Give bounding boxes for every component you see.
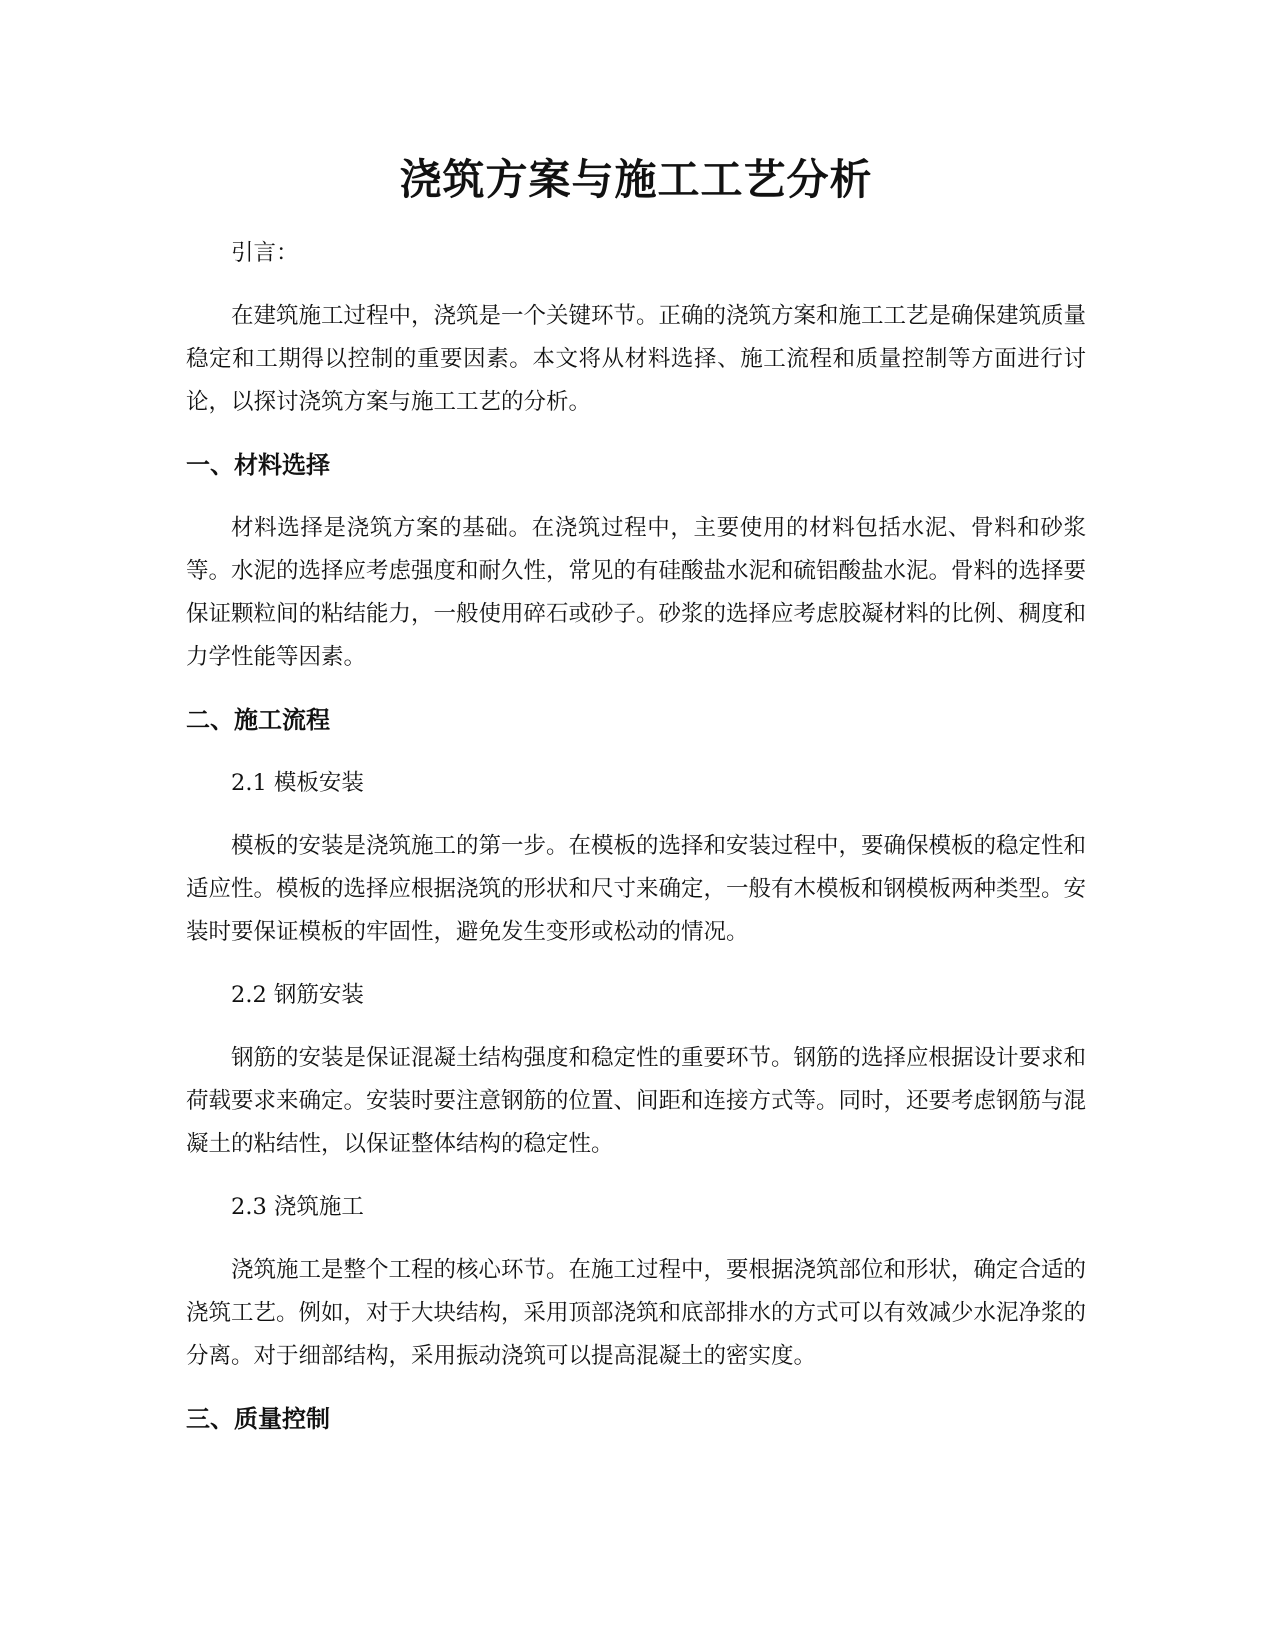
subsection-title-rebar: 2.2 钢筋安装 [231, 982, 364, 1008]
subsection-title-pouring: 2.3 浇筑施工 [231, 1194, 364, 1220]
document-title: 浇筑方案与施工工艺分析 [399, 155, 873, 204]
rebar-paragraph: 钢筋的安装是保证混凝土结构强度和稳定性的重要环节。钢筋的选择应根据设计要求和荷载要求来确定。安装时要注意钢筋的位置、间距和连接方式等。同时，还要考虑钢筋与混凝土的粘结性，以保证整体结构的稳定性。 [186, 1045, 1087, 1157]
intro-label: 引言： [231, 240, 299, 266]
pouring-paragraph: 浇筑施工是整个工程的核心环节。在施工过程中，要根据浇筑部位和形状，确定合适的浇筑工艺。例如，对于大块结构，采用顶部浇筑和底部排水的方式可以有效减少水泥净浆的分离。对于细部结构，采用振动浇筑可以提高混凝土的密实度。 [186, 1257, 1087, 1369]
document-body [186, 150, 1086, 1461]
formwork-paragraph: 模板的安装是浇筑施工的第一步。在模板的选择和安装过程中，要确保模板的稳定性和适应性。模板的选择应根据浇筑的形状和尺寸来确定，一般有木模板和钢模板两种类型。安装时要保证模板的牢固性，避免发生变形或松动的情况。 [186, 833, 1087, 945]
section-heading-materials: 一、材料选择 [186, 451, 330, 479]
section-heading-process: 二、施工流程 [186, 706, 330, 734]
section-heading-quality: 三、质量控制 [186, 1405, 330, 1433]
intro-paragraph: 在建筑施工过程中，浇筑是一个关键环节。正确的浇筑方案和施工工艺是确保建筑质量稳定和工期得以控制的重要因素。本文将从材料选择、施工流程和质量控制等方面进行讨论，以探讨浇筑方案与施工工艺的分析。 [186, 303, 1087, 415]
materials-paragraph: 材料选择是浇筑方案的基础。在浇筑过程中，主要使用的材料包括水泥、骨料和砂浆等。水泥的选择应考虑强度和耐久性，常见的有硅酸盐水泥和硫铝酸盐水泥。骨料的选择要保证颗粒间的粘结能力，一般使用碎石或砂子。砂浆的选择应考虑胶凝材料的比例、稠度和力学性能等因素。 [186, 515, 1087, 670]
subsection-title-formwork: 2.1 模板安装 [231, 770, 364, 796]
